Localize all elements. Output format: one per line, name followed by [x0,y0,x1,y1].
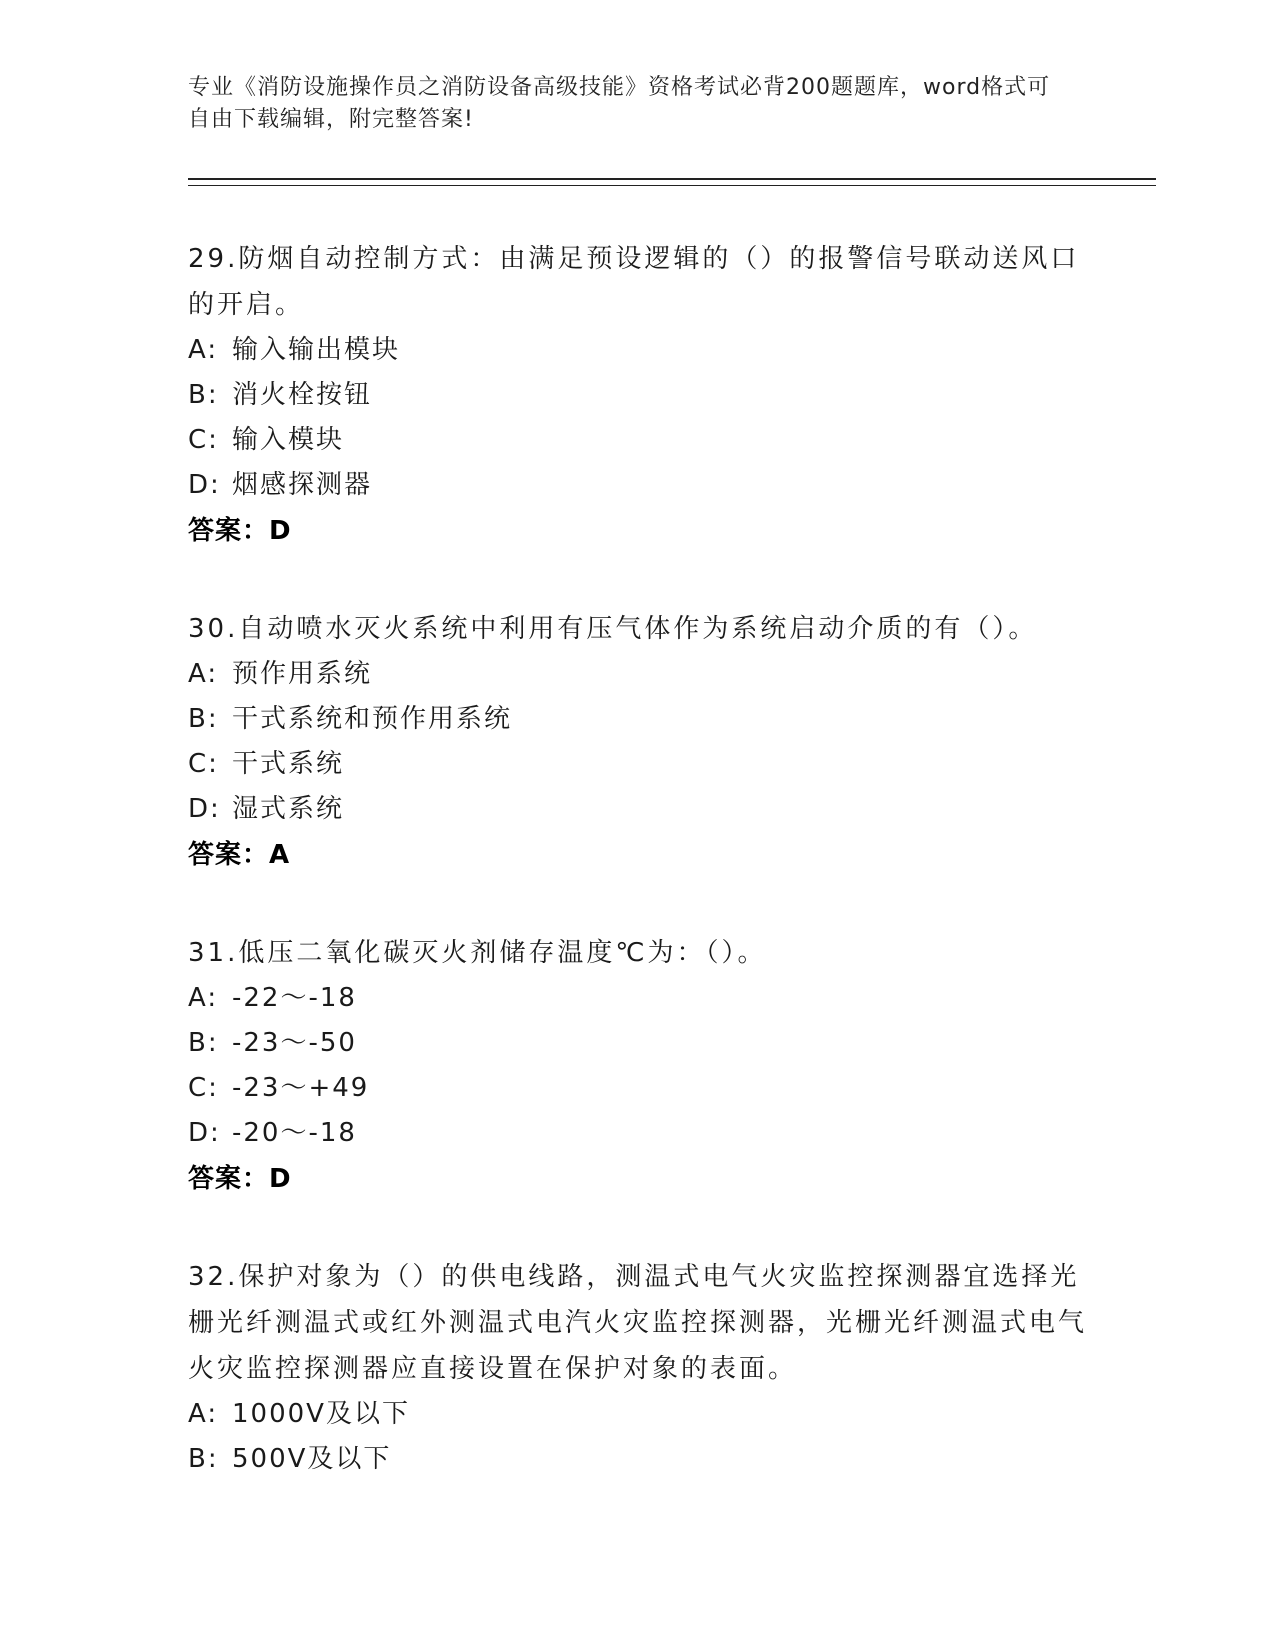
option-text: 干式系统 [232,749,345,779]
option-b [188,697,1088,742]
question-31 [188,930,1088,1202]
question-29 [188,236,1088,554]
option-text: -23～-50 [232,1028,357,1058]
question-32 [188,1254,1088,1482]
option-text: 输入模块 [232,425,345,455]
document-header: 专业《消防设施操作员之消防设备高级技能》资格考试必背200题题库，word格式可自由下载编辑，附完整答案! [188,75,1051,132]
option-a [188,976,1088,1021]
answer-line: 答案：D [188,1164,292,1194]
option-label: C: [188,749,219,779]
option-label: B: [188,704,219,734]
question-stem: 30.自动喷水灭火系统中利用有压气体作为系统启动介质的有（）。 [188,614,1038,644]
question-stem: 31.低压二氧化碳灭火剂储存温度℃为：（）。 [188,938,767,968]
option-text: 预作用系统 [232,659,373,689]
option-text: -23～+49 [232,1073,370,1103]
option-a [188,652,1088,697]
option-text: -20～-18 [232,1118,357,1148]
header-divider [188,178,1156,186]
question-stem: 29.防烟自动控制方式：由满足预设逻辑的（）的报警信号联动送风口的开启。 [188,244,1080,320]
option-label: C: [188,425,219,455]
option-text: -22～-18 [232,983,357,1013]
option-b [188,1021,1088,1066]
answer-line: 答案：A [188,840,291,870]
option-label: D: [188,794,221,824]
option-label: D: [188,470,221,500]
question-30 [188,606,1088,878]
option-a [188,1392,1088,1437]
option-label: C: [188,1073,219,1103]
option-text: 500V及以下 [232,1444,392,1474]
option-label: A: [188,659,219,689]
option-label: B: [188,1444,219,1474]
option-c [188,418,1088,463]
option-text: 消火栓按钮 [232,380,373,410]
option-label: D: [188,1118,221,1148]
option-a [188,328,1088,373]
option-text: 1000V及以下 [232,1399,410,1429]
option-text: 输入输出模块 [232,335,401,365]
answer-line: 答案：D [188,516,292,546]
option-label: A: [188,983,219,1013]
option-label: A: [188,1399,219,1429]
option-c [188,1066,1088,1111]
option-text: 烟感探测器 [232,470,373,500]
option-text: 干式系统和预作用系统 [232,704,513,734]
option-label: B: [188,1028,219,1058]
option-d [188,1111,1088,1156]
question-list [188,236,1088,1534]
question-stem: 32.保护对象为（）的供电线路，测温式电气火灾监控探测器宜选择光栅光纤测温式或红外测温式电汽火灾监控探测器，光栅光纤测温式电气火灾监控探测器应直接设置在保护对象的表面。 [188,1262,1088,1384]
option-b [188,1437,1088,1482]
option-d [188,463,1088,508]
option-label: A: [188,335,219,365]
option-b [188,373,1088,418]
option-text: 湿式系统 [232,794,345,824]
option-c [188,742,1088,787]
option-label: B: [188,380,219,410]
option-d [188,787,1088,832]
